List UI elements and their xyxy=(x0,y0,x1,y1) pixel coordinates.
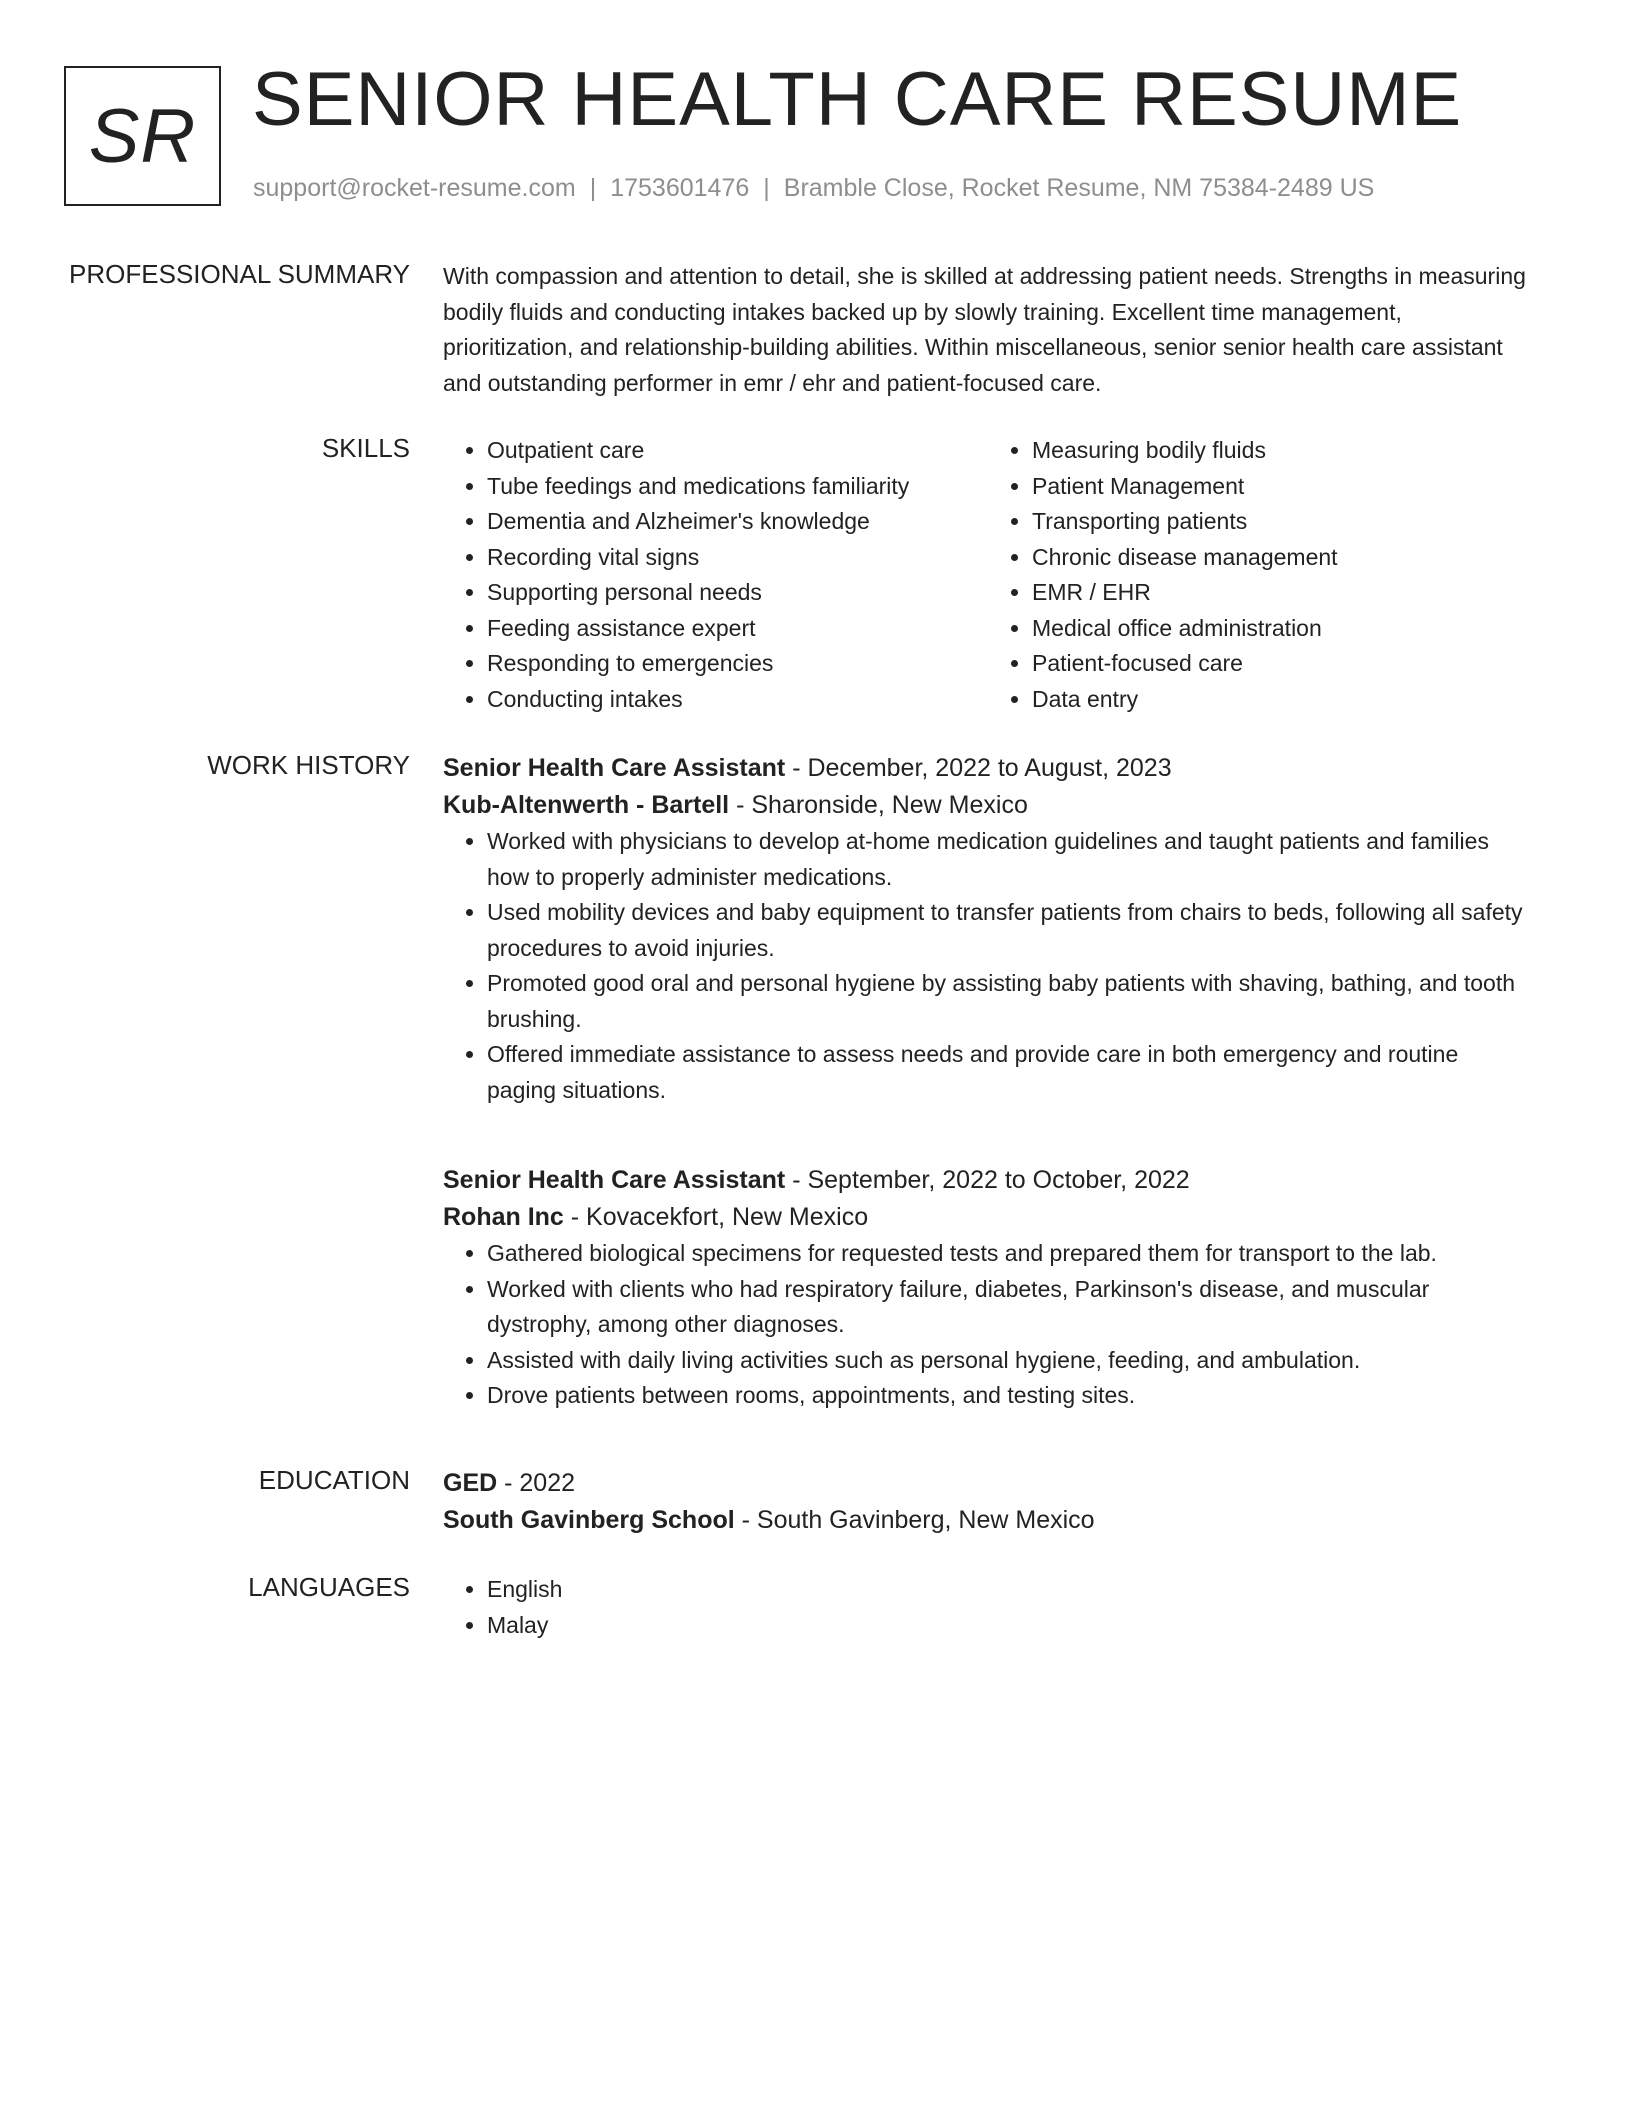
skill-item: • Outpatient care xyxy=(487,433,988,469)
skill-item: • Patient-focused care xyxy=(1032,646,1533,682)
resume-title: SENIOR HEALTH CARE RESUME xyxy=(252,57,1463,142)
contact-phone: 1753601476 xyxy=(610,174,750,202)
languages-label: LANGUAGES xyxy=(248,1572,410,1602)
job-title: Senior Health Care Assistant xyxy=(443,754,786,782)
monogram-box xyxy=(64,66,221,206)
skills-label: SKILLS xyxy=(321,433,410,463)
work-history-label: WORK HISTORY xyxy=(207,750,410,780)
contact-separator: | xyxy=(589,174,597,202)
skill-item: • Measuring bodily fluids xyxy=(1032,433,1533,469)
education-location: - South Gavinberg, New Mexico xyxy=(734,1506,1095,1534)
skills-list-right xyxy=(988,433,1533,717)
job-entry xyxy=(443,1162,1533,1414)
education-school: South Gavinberg School xyxy=(443,1506,735,1534)
skill-item: • Transporting patients xyxy=(1032,504,1533,540)
job-title: Senior Health Care Assistant xyxy=(443,1166,786,1194)
skill-item: • Medical office administration xyxy=(1032,611,1533,647)
skills-columns xyxy=(443,433,1533,717)
job-company-line xyxy=(443,787,1533,824)
job-title-line xyxy=(443,750,1533,787)
job-duty-item: • Drove patients between rooms, appointments, and testing sites. xyxy=(487,1378,1533,1414)
contact-address: Bramble Close, Rocket Resume, NM 75384-2489 US xyxy=(783,174,1375,202)
contact-separator: | xyxy=(763,174,770,202)
job-duty-item: • Gathered biological specimens for requested tests and prepared them for transport to the lab. xyxy=(487,1236,1533,1272)
skill-item: • Chronic disease management xyxy=(1032,540,1533,576)
language-item: • English xyxy=(487,1572,1533,1608)
education-degree: GED xyxy=(443,1469,498,1497)
job-duties xyxy=(443,1236,1533,1414)
job-location: - Kovacekfort, New Mexico xyxy=(563,1203,869,1231)
contact-line xyxy=(253,174,1374,203)
job-company-line xyxy=(443,1199,1533,1236)
job-title-line xyxy=(443,1162,1533,1199)
skill-item: • EMR / EHR xyxy=(1032,575,1533,611)
education-degree-line xyxy=(443,1465,1533,1502)
job-dates: - December, 2022 to August, 2023 xyxy=(785,754,1172,782)
languages-body xyxy=(443,1572,1533,1643)
skill-item: • Dementia and Alzheimer's knowledge xyxy=(487,504,988,540)
job-location: - Sharonside, New Mexico xyxy=(729,791,1028,819)
education-entry xyxy=(443,1465,1533,1539)
contact-email: support@rocket-resume.com xyxy=(253,174,576,202)
skill-item: • Conducting intakes xyxy=(487,682,988,718)
skill-item: • Supporting personal needs xyxy=(487,575,988,611)
education-school-line xyxy=(443,1502,1533,1539)
job-duty-item: • Worked with physicians to develop at-home medication guidelines and taught patients and families how to properly administer medications. xyxy=(487,824,1533,895)
skill-item: • Recording vital signs xyxy=(487,540,988,576)
languages-list xyxy=(443,1572,1533,1643)
summary-text: With compassion and attention to detail, she is skilled at addressing patient needs. Strengths in measuring bodily fluids and conducting intakes backed up by slowly training. Excellent time management, prioritization, and relationship-building abilities. Within miscellaneous, senior senior health care assistant and outstanding performer in emr / ehr and patient-focused care. xyxy=(443,263,1526,396)
job-company: Kub-Altenwerth - Bartell xyxy=(443,791,730,819)
summary-label: PROFESSIONAL SUMMARY xyxy=(69,259,410,289)
job-duty-item: • Worked with clients who had respiratory failure, diabetes, Parkinson's disease, and muscular dystrophy, among other diagnoses. xyxy=(487,1272,1533,1343)
skill-item: • Responding to emergencies xyxy=(487,646,988,682)
skill-item: • Feeding assistance expert xyxy=(487,611,988,647)
skill-item: • Tube feedings and medications familiarity xyxy=(487,469,988,505)
job-duty-item: • Promoted good oral and personal hygiene by assisting baby patients with shaving, bathing, and tooth brushing. xyxy=(487,966,1533,1037)
language-item: • Malay xyxy=(487,1608,1533,1644)
skill-item: • Data entry xyxy=(1032,682,1533,718)
job-duty-item: • Used mobility devices and baby equipment to transfer patients from chairs to beds, following all safety procedures to avoid injuries. xyxy=(487,895,1533,966)
job-duty-item: • Offered immediate assistance to assess needs and provide care in both emergency and routine paging situations. xyxy=(487,1037,1533,1108)
monogram-initials: SR xyxy=(88,93,197,179)
job-company: Rohan Inc xyxy=(443,1203,564,1231)
skills-list-left xyxy=(443,433,988,717)
job-entry xyxy=(443,750,1533,1108)
job-duty-item: • Assisted with daily living activities such as personal hygiene, feeding, and ambulation. xyxy=(487,1343,1533,1379)
education-year: - 2022 xyxy=(497,1469,576,1497)
job-dates: - September, 2022 to October, 2022 xyxy=(785,1166,1190,1194)
education-label: EDUCATION xyxy=(258,1465,410,1495)
job-duties xyxy=(443,824,1533,1108)
skill-item: • Patient Management xyxy=(1032,469,1533,505)
